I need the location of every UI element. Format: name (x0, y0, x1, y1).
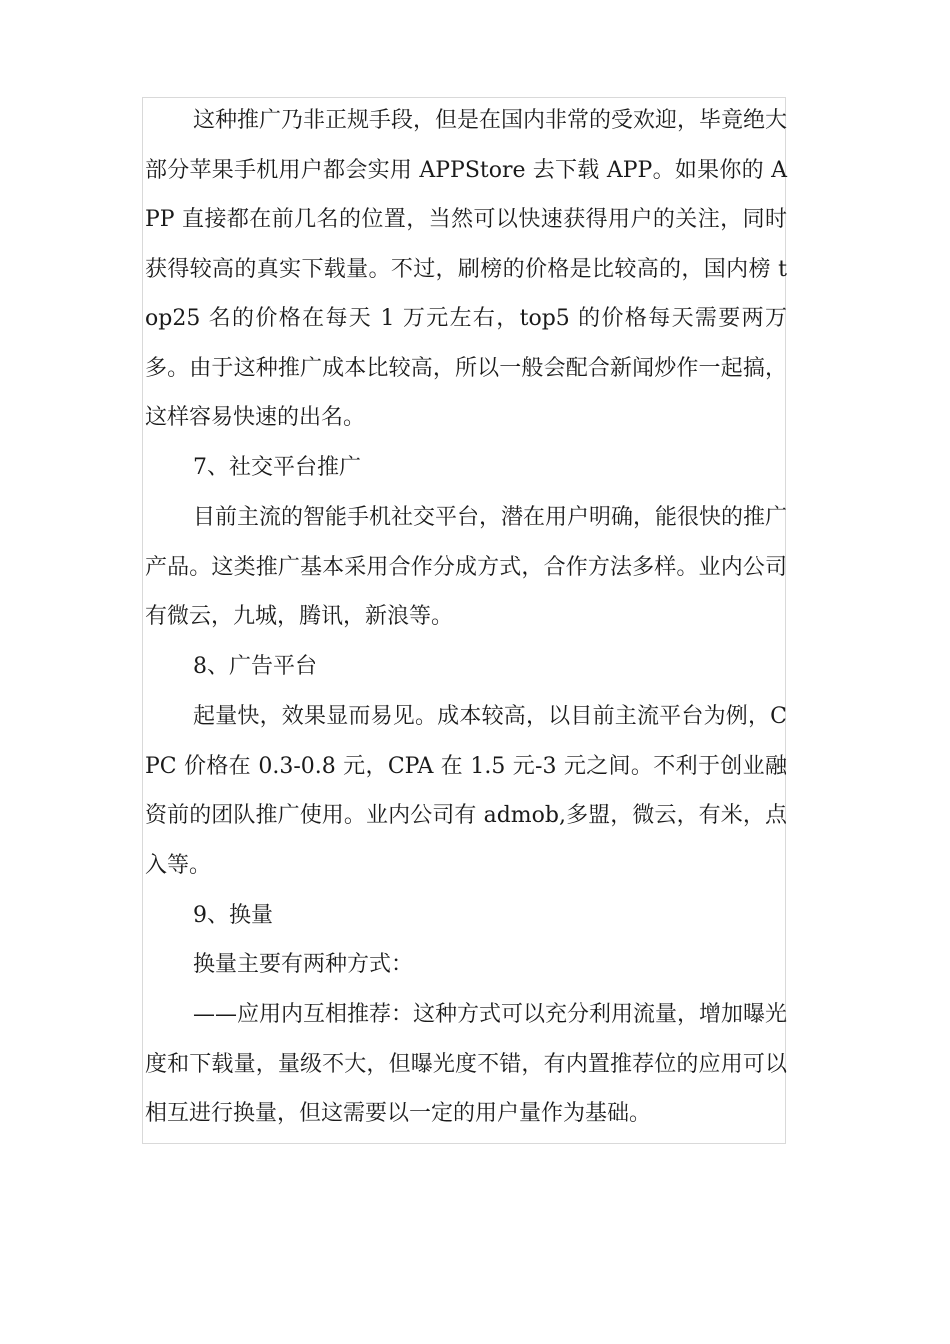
heading-traffic-exchange: 9、换量 (193, 903, 273, 928)
paragraph-exchange-methods: 换量主要有两种方式： (193, 952, 414, 977)
paragraph-app-store-ranking: 这种推广乃非正规手段，但是在国内非常的受欢迎，毕竟绝大部分苹果手机用户都会实用 APPStore 去下载 APP。如果你的 APP 直接都在前几名的位置，当然可以快速获得用户的关注，同时获得较高的真实下载量。不过，刷榜的价格是比较高的，国内榜 top25 名的价格在每天 1 万元左右，top5 的价格每天需要两万多。由于这种推广成本比较高，所以一般会配合新闻炒作一起搞，这样容易快速的出名。 (145, 108, 788, 430)
paragraph-in-app-recommendation: ——应用内互相推荐：这种方式可以充分利用流量，增加曝光度和下载量，量级不大，但曝光度不错，有内置推荐位的应用可以相互进行换量，但这需要以一定的用户量作为基础。 (145, 1002, 788, 1126)
paragraph-ad-platform: 起量快，效果显而易见。成本较高，以目前主流平台为例，CPC 价格在 0.3-0.8 元，CPA 在 1.5 元-3 元之间。不利于创业融资前的团队推广使用。业内公司有 admob,多盟，微云，有米，点入等。 (145, 704, 787, 878)
paragraph-social-platform: 目前主流的智能手机社交平台，潜在用户明确，能很快的推广产品。这类推广基本采用合作分成方式，合作方法多样。业内公司有微云，九城，腾讯，新浪等。 (145, 505, 788, 629)
heading-ad-platform: 8、广告平台 (193, 654, 317, 679)
heading-social-platform: 7、社交平台推广 (193, 455, 361, 480)
